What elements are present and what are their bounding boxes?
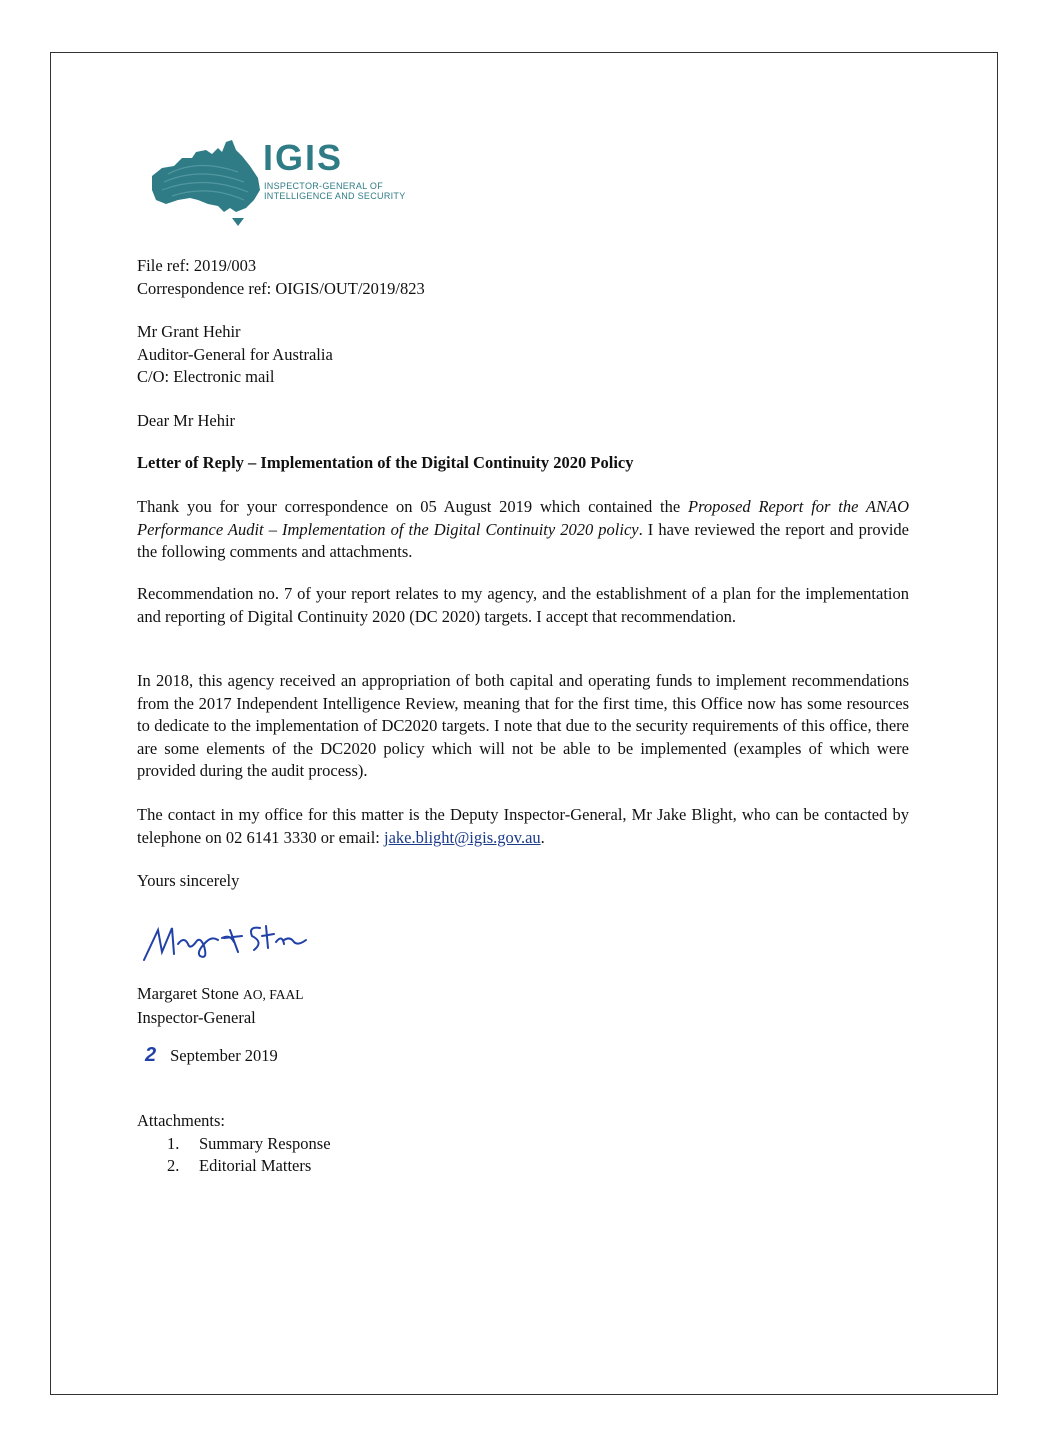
logo-title: IGIS <box>263 137 344 178</box>
month-year: September 2019 <box>170 1046 278 1065</box>
signatory-postnominals: AO, FAAL <box>243 987 304 1002</box>
salutation: Dear Mr Hehir <box>137 411 236 430</box>
handwritten-day: 2 <box>145 1044 157 1066</box>
letter-date <box>137 1044 909 1068</box>
recipient-address <box>137 321 909 389</box>
report-title: Proposed Report for the ANAO Performance Audit – Implementation of the Digital Continuity 2020 policy <box>137 497 910 539</box>
australia-map-icon <box>148 138 263 228</box>
subject-line: Letter of Reply – Implementation of the Digital Continuity 2020 Policy <box>137 453 634 472</box>
attachment-number: 2. <box>167 1156 180 1175</box>
closing: Yours sincerely <box>137 871 240 890</box>
file-ref: File ref: 2019/003 <box>137 256 257 275</box>
paragraph-4-text-b: . <box>540 827 545 847</box>
recipient-delivery: C/O: Electronic mail <box>137 367 275 386</box>
signatory-name-line <box>137 983 909 1007</box>
attachment-label: Summary Response <box>199 1133 331 1153</box>
attachment-item <box>137 1155 909 1178</box>
paragraph-1-text-b: . I have reviewed the report and provide the following comments and attachments. <box>137 519 909 561</box>
logo-subtitle <box>264 181 406 201</box>
recipient-title: Auditor-General for Australia <box>137 344 333 364</box>
paragraph-4 <box>137 804 909 849</box>
handwritten-signature <box>138 912 378 972</box>
signatory <box>137 983 909 1029</box>
recipient-name: Mr Grant Hehir <box>137 322 241 341</box>
contact-email-link[interactable]: jake.blight@igis.gov.au <box>384 827 541 847</box>
paragraph-1 <box>137 496 909 564</box>
attachment-item <box>137 1133 909 1156</box>
paragraph-4-text-a: The contact in my office for this matter is the Deputy Inspector-General, Mr Jake Blight, who can be contacted by telephone on 02 6141 3330 or email: <box>137 805 909 847</box>
logo-subtitle-line2: INTELLIGENCE AND SECURITY <box>264 191 406 201</box>
paragraph-1-text-a: Thank you for your correspondence on 05 August 2019 which contained the <box>137 497 689 516</box>
references <box>137 255 909 300</box>
signatory-name: Margaret Stone <box>137 984 239 1003</box>
paragraph-3: In 2018, this agency received an appropriation of both capital and operating funds to implement recommendations from the 2017 Independent Intelligence Review, meaning that for the first time, this Office now has some resources to dedicate to the implementation of DC2020 targets. I note that due to the security requirements of this office, there are some elements of the DC2020 policy which will not be able to be implemented (examples of which were provided during the audit process). <box>137 671 909 780</box>
igis-logo <box>148 138 448 228</box>
attachment-number: 1. <box>167 1133 180 1153</box>
paragraph-2: Recommendation no. 7 of your report relates to my agency, and the establishment of a plan for the implementation and reporting of Digital Continuity 2020 (DC 2020) targets. I accept that recommendation. <box>137 584 909 626</box>
signatory-title: Inspector-General <box>137 1007 256 1027</box>
correspondence-ref: Correspondence ref: OIGIS/OUT/2019/823 <box>137 278 425 298</box>
logo-subtitle-line1: INSPECTOR-GENERAL OF <box>264 181 384 191</box>
attachments-heading: Attachments: <box>137 1111 225 1130</box>
attachment-label: Editorial Matters <box>199 1156 312 1175</box>
attachments <box>137 1110 909 1178</box>
